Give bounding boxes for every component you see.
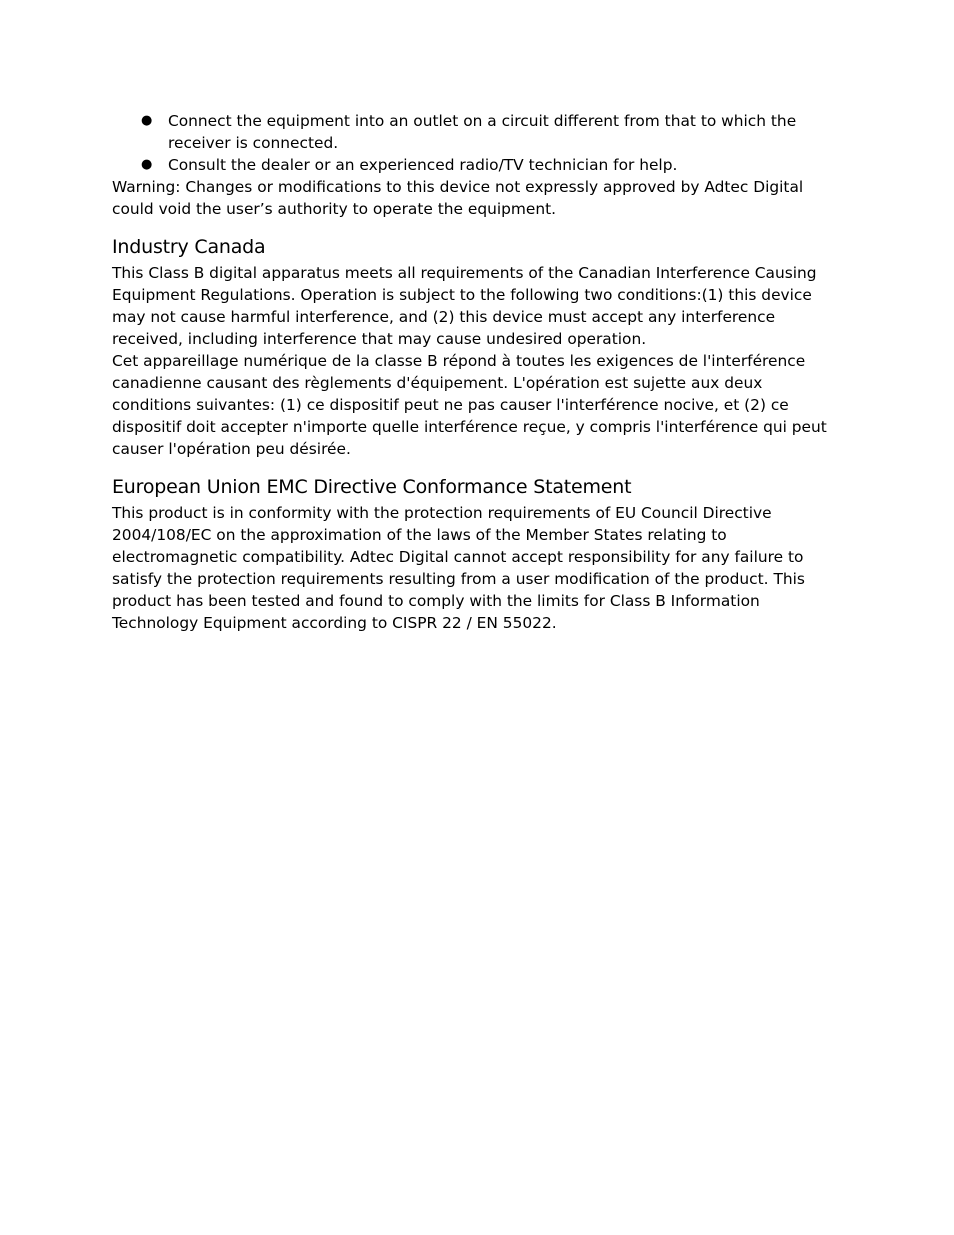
bullet-list: [112, 110, 842, 176]
list-item: [112, 110, 842, 154]
list-item: [112, 154, 842, 176]
industry-canada-paragraph-en: This Class B digital apparatus meets all requirements of the Canadian Interference Causing Equipment Regulations. Operation is subject to the following two conditions:(1) this device may not cause harmful interference, and (2) this device must accept any interference received, including interference that may cause undesired operation.: [112, 264, 817, 348]
eu-emc-paragraph: This product is in conformity with the protection requirements of EU Council Directive 2004/108/EC on the approximation of the laws of the Member States relating to electromagnetic compatibility. Adtec Digital cannot accept responsibility for any failure to satisfy the protection requirements resulting from a user modification of the product. This product has been tested and found to comply with the limits for Class B Information Technology Equipment according to CISPR 22 / EN 55022.: [112, 504, 805, 632]
list-item-text: Connect the equipment into an outlet on a circuit different from that to which the receiver is connected.: [168, 112, 797, 152]
eu-emc-heading: European Union EMC Directive Conformance Statement: [112, 476, 632, 498]
industry-canada-heading: Industry Canada: [112, 236, 266, 258]
bullet-icon: ●: [141, 157, 153, 172]
bullet-icon: ●: [141, 113, 153, 128]
industry-canada-paragraph-fr: Cet appareillage numérique de la classe B répond à toutes les exigences de l'interférence canadienne causant des règlements d'équipement. L'opération est sujette aux deux conditions suivantes: (1) ce dispositif peut ne pas causer l'interférence nocive, et (2) ce dispositif doit accepter n'importe quelle interférence reçue, y compris l'interférence qui peut causer l'opération peu désirée.: [112, 352, 827, 458]
list-item-text: Consult the dealer or an experienced radio/TV technician for help.: [168, 156, 678, 174]
eu-emc-section: [112, 475, 842, 634]
industry-canada-section: [112, 235, 842, 460]
warning-paragraph: Warning: Changes or modifications to this device not expressly approved by Adtec Digital could void the user’s authority to operate the equipment.: [112, 178, 804, 218]
document-page: [112, 110, 842, 634]
